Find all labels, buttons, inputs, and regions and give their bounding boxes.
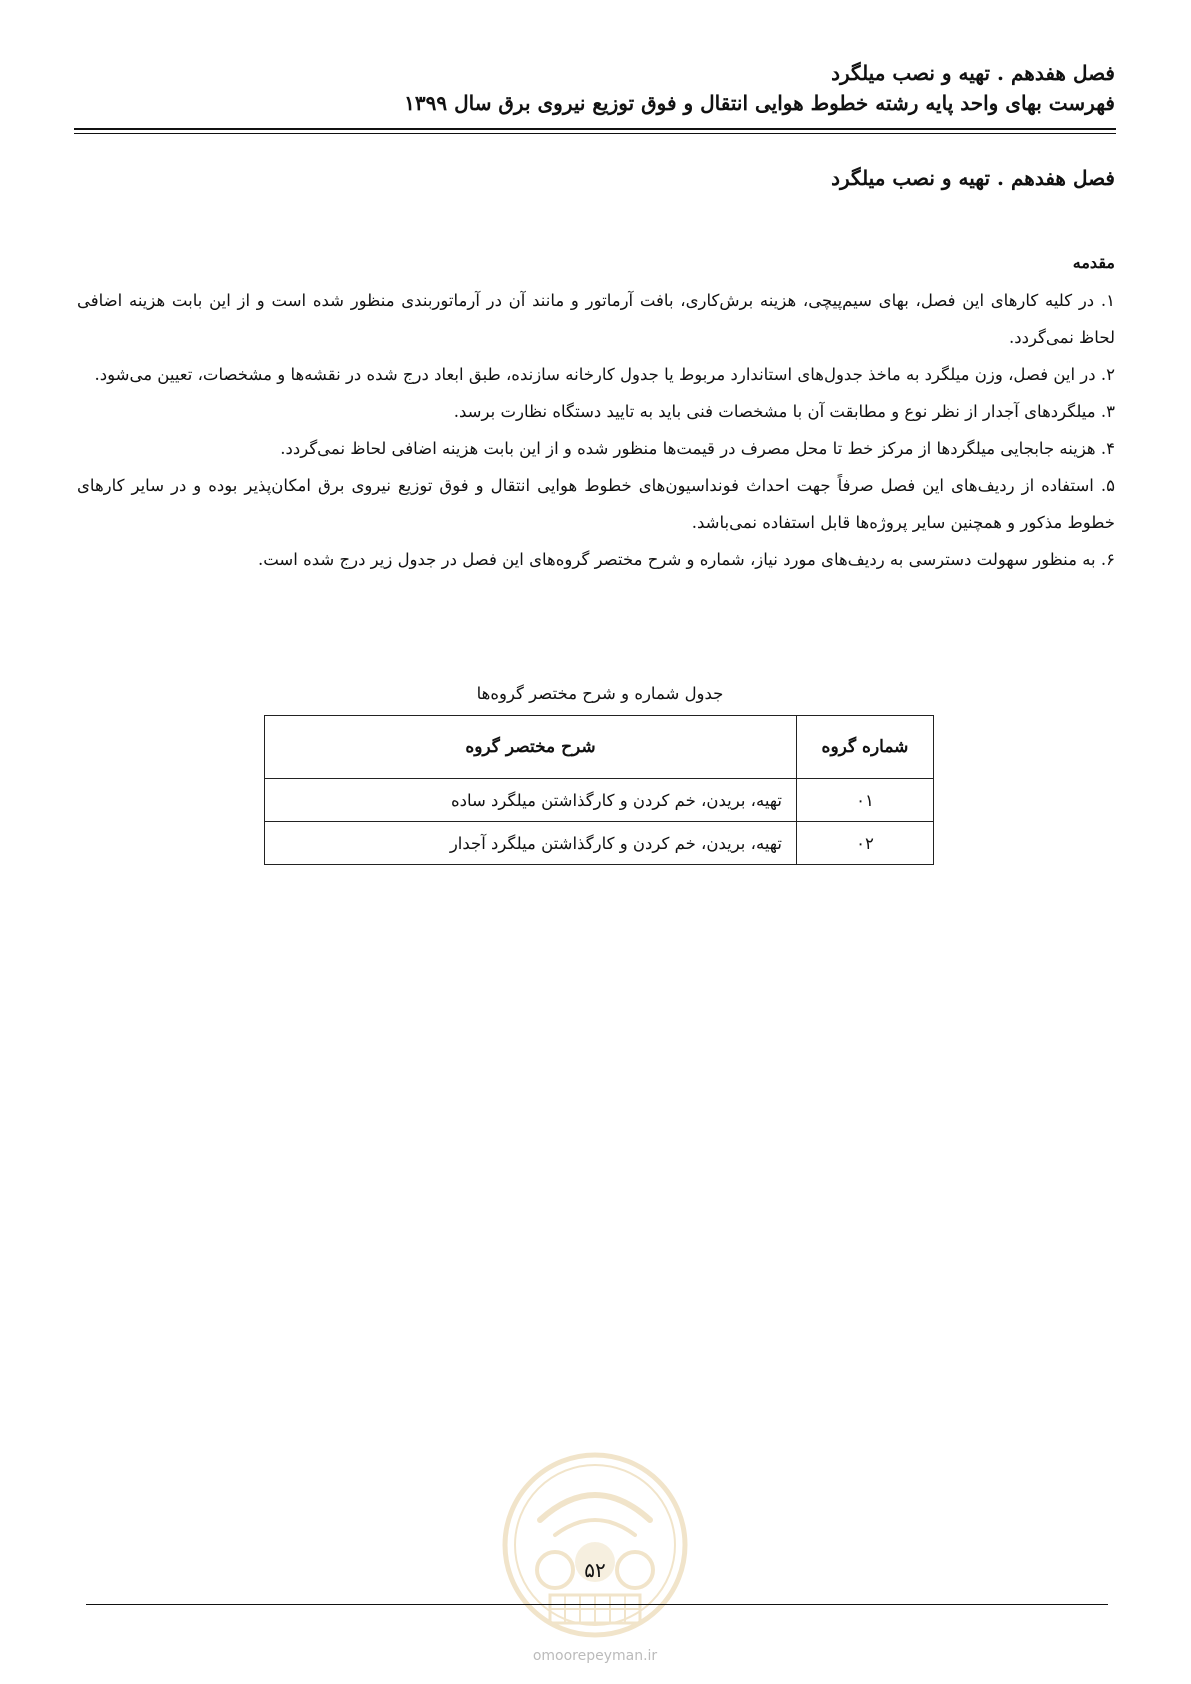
intro-heading: مقدمه xyxy=(1072,253,1115,272)
page-header xyxy=(75,58,1115,118)
table-row xyxy=(265,779,934,822)
group-description-cell: تهیه، بریدن، خم کردن و کارگذاشتن میلگرد ساده xyxy=(265,779,797,822)
intro-item: ۲. در این فصل، وزن میلگرد به ماخذ جدول‌های استاندارد مربوط یا جدول کارخانه سازنده، طبق ابعاد درج شده در نقشه‌ها و مشخصات، تعیین می‌شود. xyxy=(94,365,1115,384)
intro-item: ۴. هزینه جابجایی میلگردها از مرکز خط تا محل مصرف در قیمت‌ها منظور شده و از این بابت هزینه اضافی لحاظ نمی‌گردد. xyxy=(280,439,1115,458)
watermark-site-text: omoorepeyman.ir xyxy=(532,1648,658,1664)
table-header-row xyxy=(265,716,934,779)
intro-item: ۵. استفاده از ردیف‌های این فصل صرفاً جهت احداث فونداسیون‌های خطوط هوایی انتقال و فوق توزیع نیروی برق امکان‌پذیر بوده و در سایر کارهای خطوط مذکور و همچنین سایر پروژه‌ها قابل استفاده نمی‌باشد. xyxy=(77,476,1115,532)
section-title: فصل هفدهم . تهیه و نصب میلگرد xyxy=(831,166,1115,190)
header-group-description: شرح مختصر گروه xyxy=(265,716,797,779)
header-catalog-title: فهرست بهای واحد پایه رشته خطوط هوایی انتقال و فوق توزیع نیروی برق سال ۱۳۹۹ xyxy=(404,91,1115,115)
introduction xyxy=(77,250,1115,578)
group-number-cell: ۰۱ xyxy=(797,779,934,822)
group-description-cell: تهیه، بریدن، خم کردن و کارگذاشتن میلگرد آجدار xyxy=(265,822,797,865)
watermark-seal-icon xyxy=(500,1450,690,1640)
table-caption: جدول شماره و شرح مختصر گروه‌ها xyxy=(476,684,724,703)
header-chapter-title: فصل هفدهم . تهیه و نصب میلگرد xyxy=(831,61,1115,85)
footer-rule xyxy=(86,1604,1108,1605)
page-number: ۵۲ xyxy=(584,1558,606,1582)
groups-table xyxy=(264,715,934,865)
intro-item: ۶. به منظور سهولت دسترسی به ردیف‌های مورد نیاز، شماره و شرح مختصر گروه‌های این فصل در جدول زیر درج شده است. xyxy=(257,550,1115,569)
group-number-cell: ۰۲ xyxy=(797,822,934,865)
header-group-number: شماره گروه xyxy=(797,716,934,779)
table-row xyxy=(265,822,934,865)
header-rule-thin xyxy=(74,133,1116,134)
intro-item: ۱. در کلیه کارهای این فصل، بهای سیم‌پیچی، هزینه برش‌کاری، بافت آرماتور و مانند آن در آرماتوربندی منظور شده است و از این بابت هزینه اضافی لحاظ نمی‌گردد. xyxy=(77,291,1115,347)
header-rule xyxy=(74,128,1116,130)
intro-item: ۳. میلگردهای آجدار از نظر نوع و مطابقت آن با مشخصات فنی باید به تایید دستگاه نظارت برسد. xyxy=(453,402,1115,421)
